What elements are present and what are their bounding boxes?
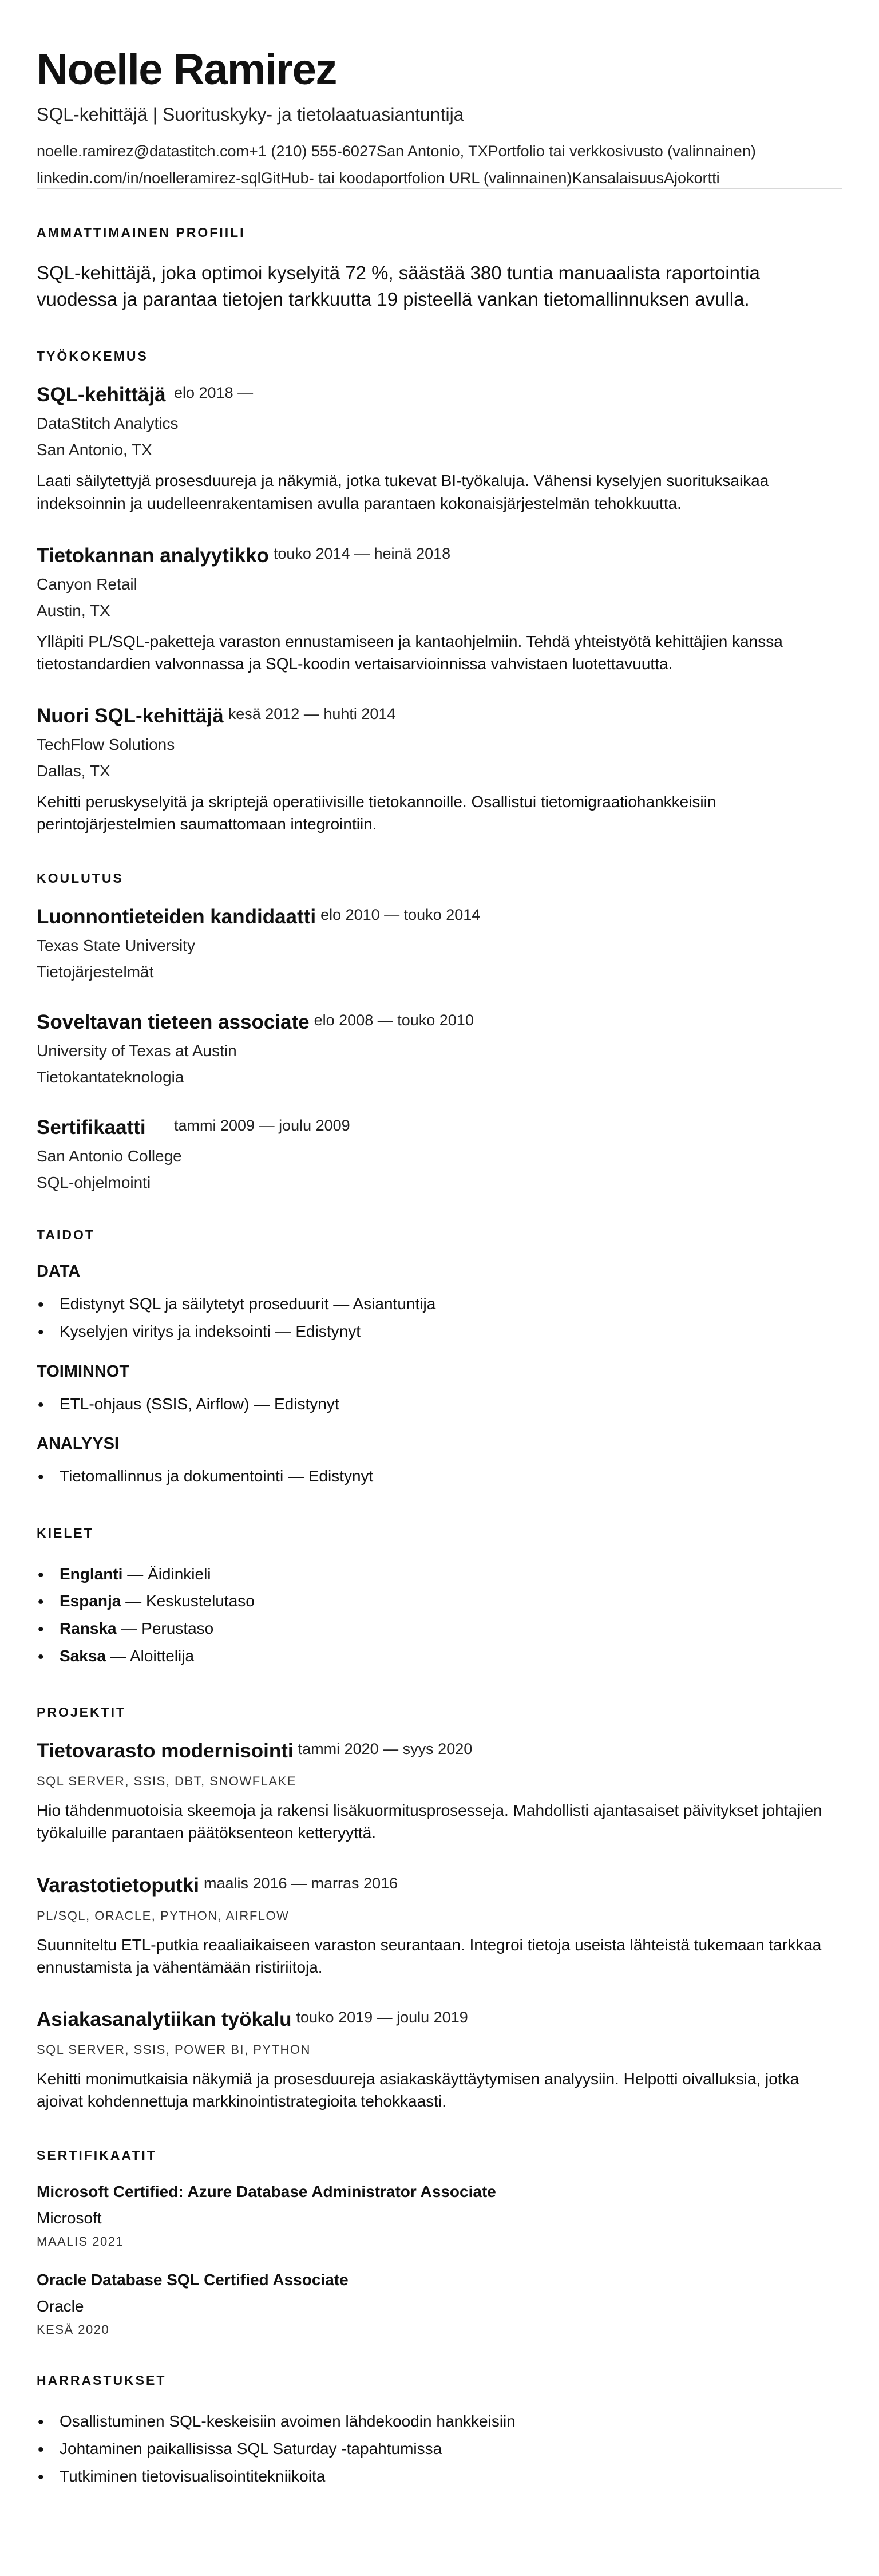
section-title: SERTIFIKAATIT	[37, 2148, 157, 2163]
degree-title: Luonnontieteiden kandidaatti	[37, 906, 316, 929]
section-title: HARRASTUKSET	[37, 2373, 167, 2388]
language-level: — Keskustelutaso	[121, 1592, 255, 1610]
project-dates: touko 2019 — joulu 2019	[296, 2008, 468, 2026]
skill-group-title: ANALYYSI	[37, 1435, 119, 1453]
experience-section	[37, 349, 842, 835]
certification-issuer: Oracle	[37, 2297, 84, 2316]
project-name: Varastotietoputki	[37, 1874, 199, 1897]
job-dates: touko 2014 — heinä 2018	[273, 544, 451, 562]
certification-entry	[37, 2183, 842, 2249]
language-level: — Äidinkieli	[122, 1564, 211, 1583]
degree-title: Sertifikaatti	[37, 1116, 146, 1139]
education-entry	[37, 906, 842, 981]
project-entry	[37, 1740, 842, 1844]
degree-title: Soveltavan tieteen associate	[37, 1011, 310, 1034]
company-name: Canyon Retail	[37, 575, 137, 593]
language-list	[37, 1560, 842, 1669]
job-title: SQL-kehittäjä	[37, 384, 166, 406]
skill-item: • ETL-ohjaus (SSIS, Airflow) — Edistynyt	[37, 1390, 842, 1418]
hobby-item: • Osallistuminen SQL-keskeisiin avoimen lähdekoodin hankkeisiin	[37, 2408, 842, 2435]
skill-item: • Edistynyt SQL ja säilytetyt proseduurit — Asiantuntija	[37, 1290, 842, 1318]
job-location: Dallas, TX	[37, 762, 110, 780]
school-name: University of Texas at Austin	[37, 1042, 237, 1060]
contact-line-secondary: linkedin.com/in/noelleramirez-sqlGitHub- tai koodaportfolion URL (valinnainen)KansalaisuusAjokortti	[37, 169, 842, 189]
skill-group-title: TOIMINNOT	[37, 1362, 130, 1381]
hobby-item: • Johtaminen paikallisissa SQL Saturday -tapahtumissa	[37, 2435, 842, 2463]
job-location: San Antonio, TX	[37, 441, 152, 459]
project-tech-stack: SQL SERVER, SSIS, POWER BI, PYTHON	[37, 2042, 311, 2057]
language-level: — Perustaso	[116, 1619, 214, 1637]
language-level: — Aloittelija	[105, 1646, 195, 1665]
profile-summary: SQL-kehittäjä, joka optimoi kyselyitä 72 %, säästää 380 tuntia manuaalista raportointia vuodessa ja parantaa tietojen tarkkuutta 19 pisteellä vankan tietomallinnuksen avulla.	[37, 262, 760, 310]
project-description: Hio tähdenmuotoisia skeemoja ja rakensi lisäkuormitusprosesseja. Mahdollisti ajantasaiset päivitykset johtajien työkaluille parantaen päätöksenteon ketteryyttä.	[37, 1801, 822, 1842]
profile-section	[37, 225, 842, 314]
skill-list	[37, 1463, 842, 1490]
education-dates: elo 2008 — touko 2010	[314, 1012, 474, 1029]
section-title: TAIDOT	[37, 1227, 95, 1243]
certification-issuer: Microsoft	[37, 2209, 102, 2227]
project-name: Tietovarasto modernisointi	[37, 1740, 294, 1763]
project-name: Asiakasanalytiikan työkalu	[37, 2008, 292, 2030]
certification-name: Microsoft Certified: Azure Database Administrator Associate	[37, 2183, 496, 2201]
job-location: Austin, TX	[37, 601, 110, 619]
project-description: Kehitti monimutkaisia näkymiä ja prosesduureja asiakaskäyttäytymisen analyysiin. Helpotti oivalluksia, jotka ajoivat kohdennettuja markkinointistrategioita tehokkaasti.	[37, 2069, 799, 2111]
candidate-name: Noelle Ramirez	[37, 45, 336, 94]
skill-item: • Tietomallinnus ja dokumentointi — Edistynyt	[37, 1463, 842, 1490]
certification-date: KESÄ 2020	[37, 2322, 110, 2337]
section-title: TYÖKOKEMUS	[37, 349, 148, 364]
certification-name: Oracle Database SQL Certified Associate	[37, 2271, 349, 2289]
education-dates: tammi 2009 — joulu 2009	[174, 1117, 350, 1135]
contact-line-primary: noelle.ramirez@datastitch.com+1 (210) 555-6027San Antonio, TXPortfolio tai verkkosivusto (valinnainen)	[37, 142, 756, 160]
section-title: PROJEKTIT	[37, 1705, 126, 1720]
job-description: Laati säilytettyjä prosesduureja ja näkymiä, jotka tukevat BI-työkaluja. Vähensi kyselyjen suorituksaikaa indeksoinnin ja uudelleenrakentamisen avulla parantaen kokonaisjärjestelmän tehokkuutta.	[37, 472, 769, 512]
job-description: Kehitti peruskyselyitä ja skriptejä operatiivisille tietokannoille. Osallistui tietomigraatiohankkeisiin perintojärjestelmien saumattomaan integrointiin.	[37, 793, 716, 833]
school-name: Texas State University	[37, 937, 195, 955]
job-title: Tietokannan analyytikko	[37, 544, 269, 567]
study-field: SQL-ohjelmointi	[37, 1174, 151, 1192]
project-dates: tammi 2020 — syys 2020	[298, 1740, 473, 1758]
study-field: Tietojärjestelmät	[37, 963, 154, 981]
language-name: Ranska	[60, 1619, 117, 1637]
languages-section	[37, 1526, 842, 1669]
job-dates: kesä 2012 — huhti 2014	[228, 705, 396, 723]
resume-header	[37, 46, 842, 189]
experience-entry	[37, 384, 842, 514]
project-tech-stack: SQL SERVER, SSIS, DBT, SNOWFLAKE	[37, 1774, 296, 1789]
projects-section	[37, 1705, 842, 2112]
job-title: Nuori SQL-kehittäjä	[37, 705, 224, 728]
section-title: KIELET	[37, 1525, 94, 1540]
skill-list	[37, 1390, 842, 1418]
experience-entry	[37, 705, 842, 835]
skill-list	[37, 1290, 842, 1345]
skills-section	[37, 1227, 842, 1490]
language-name: Englanti	[60, 1564, 123, 1583]
hobby-item: • Tutkiminen tietovisualisointitekniikoita	[37, 2463, 842, 2490]
experience-entry	[37, 544, 842, 675]
language-name: Espanja	[60, 1592, 121, 1610]
language-item	[37, 1642, 842, 1670]
language-item	[37, 1560, 842, 1588]
skill-item: • Kyselyjen viritys ja indeksointi — Edistynyt	[37, 1318, 842, 1345]
language-item	[37, 1587, 842, 1615]
certification-entry	[37, 2271, 842, 2337]
job-description: Ylläpiti PL/SQL-paketteja varaston ennustamiseen ja kantaohjelmiin. Tehdä yhteistyötä kehittäjien kanssa tietostandardien valvonnassa ja SQL-koodin vertaisarvioinnissa vahvistaen luotettavuutta.	[37, 632, 783, 673]
company-name: DataStitch Analytics	[37, 414, 179, 433]
company-name: TechFlow Solutions	[37, 736, 175, 754]
project-entry	[37, 1874, 842, 1978]
project-entry	[37, 2008, 842, 2112]
study-field: Tietokantateknologia	[37, 1068, 184, 1086]
education-entry	[37, 1116, 842, 1192]
job-dates: elo 2018 —	[174, 384, 254, 402]
education-dates: elo 2010 — touko 2014	[320, 906, 481, 924]
education-entry	[37, 1011, 842, 1086]
candidate-headline: SQL-kehittäjä | Suorituskyky- ja tietolaatuasiantuntija	[37, 104, 464, 125]
language-item	[37, 1615, 842, 1642]
project-tech-stack: PL/SQL, ORACLE, PYTHON, AIRFLOW	[37, 1908, 290, 1923]
language-name: Saksa	[60, 1646, 106, 1665]
skill-group-title: DATA	[37, 1262, 81, 1281]
education-section	[37, 871, 842, 1192]
hobbies-section	[37, 2373, 842, 2490]
certifications-section	[37, 2148, 842, 2337]
section-title: AMMATTIMAINEN PROFIILI	[37, 224, 246, 240]
school-name: San Antonio College	[37, 1147, 182, 1165]
certification-date: MAALIS 2021	[37, 2234, 124, 2249]
project-description: Suunniteltu ETL-putkia reaaliaikaiseen varaston seurantaan. Integroi tietoja useista lähteistä tukemaan tarkkaa ennustamista ja vähentämään ristiriitoja.	[37, 1935, 822, 1976]
hobby-list	[37, 2408, 842, 2490]
project-dates: maalis 2016 — marras 2016	[203, 1874, 398, 1892]
section-title: KOULUTUS	[37, 871, 124, 886]
